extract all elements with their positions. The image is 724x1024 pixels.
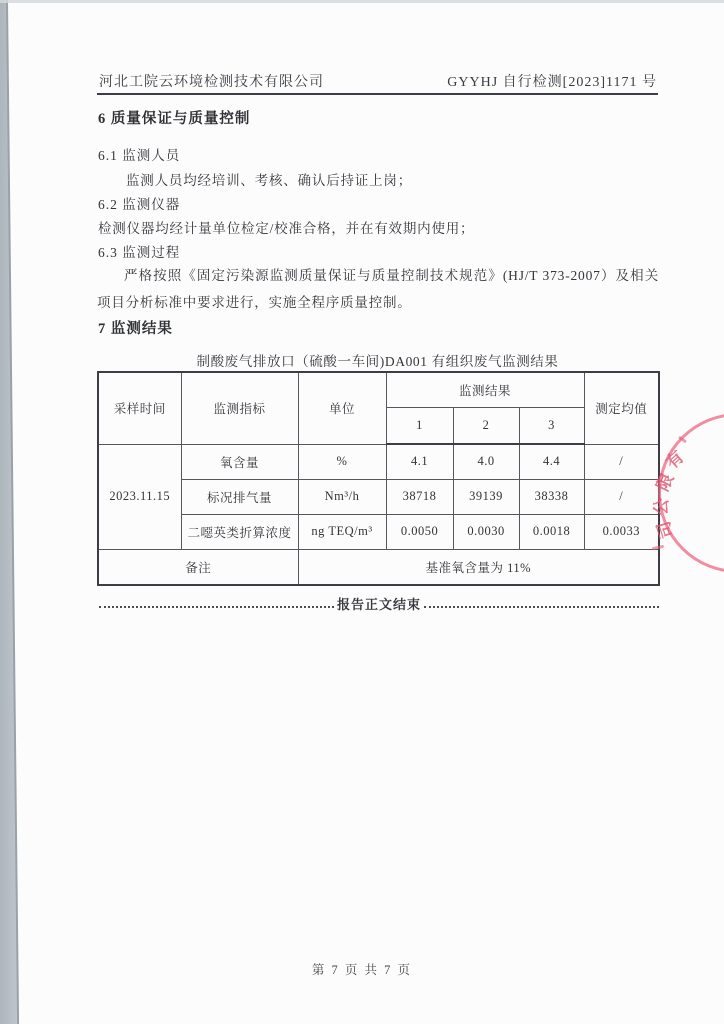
section-6-1-text: 监测人员均经培训、考核、确认后持证上岗； xyxy=(126,173,412,188)
remark-value-cell: 基准氧含量为 11% xyxy=(298,549,659,585)
indicator-cell: 标况排气量 xyxy=(181,479,298,514)
header-doc-number: GYYHJ 自行检测[2023]1171 号 xyxy=(447,75,657,90)
section-6-1-heading: 6.1 监测人员 xyxy=(98,148,181,163)
col-header-run-1: 1 xyxy=(386,407,453,444)
header-rule xyxy=(97,93,658,95)
section-6-2-text: 检测仪器均经计量单位检定/校准合格，并在有效期内使用； xyxy=(98,221,475,236)
table-row-remark xyxy=(98,549,659,585)
result-cell: 4.4 xyxy=(519,444,584,479)
result-cell: 0.0018 xyxy=(519,514,584,549)
results-table xyxy=(97,371,660,586)
result-cell: 0.0030 xyxy=(453,514,519,549)
seal-char: 司 xyxy=(653,519,677,541)
remark-label-cell: 备注 xyxy=(98,549,298,585)
seal-char: 限 xyxy=(653,470,678,495)
scan-edge-top xyxy=(0,0,724,3)
table-title: 制酸废气排放口（硫酸一车间)DA001 有组织废气监测结果 xyxy=(196,354,559,369)
section-6-2-heading: 6.2 监测仪器 xyxy=(98,197,181,212)
average-cell: 0.0033 xyxy=(584,514,659,549)
indicator-cell: 氧含量 xyxy=(181,444,298,479)
col-header-sample-time: 采样时间 xyxy=(98,372,181,444)
section-6-heading: 6 质量保证与质量控制 xyxy=(98,111,251,127)
col-header-unit: 单位 xyxy=(298,372,386,444)
seal-char: 公 xyxy=(651,497,672,516)
report-end-text: 报告正文结束 xyxy=(337,597,422,612)
average-cell: / xyxy=(584,444,659,479)
dotted-leader-left xyxy=(99,606,334,608)
dotted-leader-right xyxy=(424,606,659,608)
unit-cell: Nm³/h xyxy=(298,479,386,514)
result-cell: 38718 xyxy=(386,479,453,514)
section-6-3-heading: 6.3 监测过程 xyxy=(98,245,181,260)
indicator-cell: 二噁英类折算浓度 xyxy=(181,514,298,549)
col-header-indicator: 监测指标 xyxy=(181,372,298,444)
unit-cell: ng TEQ/m³ xyxy=(298,514,386,549)
sample-date-cell: 2023.11.15 xyxy=(98,444,181,549)
average-cell: / xyxy=(584,479,659,514)
section-7-heading: 7 监测结果 xyxy=(98,321,173,337)
report-end-marker xyxy=(99,594,659,613)
table-row xyxy=(98,479,659,514)
seal-partial-glyph xyxy=(678,436,687,444)
result-cell: 4.0 xyxy=(453,444,519,479)
result-cell: 38338 xyxy=(519,479,584,514)
col-header-average: 测定均值 xyxy=(584,372,659,444)
col-header-results-group: 监测结果 xyxy=(386,372,584,407)
seal-char: 有 xyxy=(662,447,688,473)
col-header-run-3: 3 xyxy=(519,407,584,444)
result-cell: 0.0050 xyxy=(386,514,453,549)
unit-cell: % xyxy=(298,444,386,479)
page-number: 第 7 页 共 7 页 xyxy=(311,963,413,977)
result-cell: 4.1 xyxy=(386,444,453,479)
seal-ring xyxy=(658,413,724,573)
table-row xyxy=(98,514,659,549)
section-6-3-text: 严格按照《固定污染源监测质量保证与质量控制技术规范》(HJ/T 373-2007）及相关项目分析标准中要求进行，实施全程序质量控制。 xyxy=(97,268,659,310)
header-company-name: 河北工院云环境检测技术有限公司 xyxy=(99,75,324,90)
table-row xyxy=(98,444,659,479)
result-cell: 39139 xyxy=(453,479,519,514)
col-header-run-2: 2 xyxy=(453,407,519,444)
